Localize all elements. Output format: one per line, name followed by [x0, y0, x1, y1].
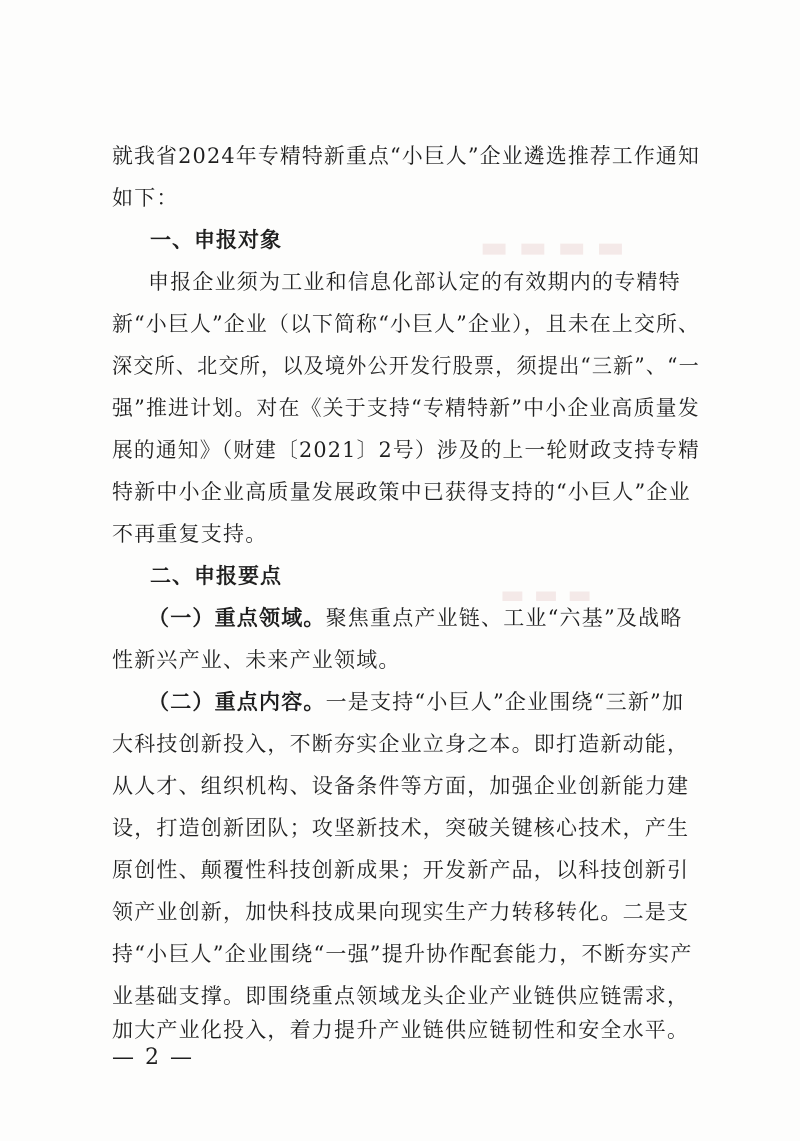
- paragraph-line: 申报企业须为工业和信息化部认定的有效期内的专精特: [148, 270, 681, 294]
- page-number: — 2 —: [112, 1045, 194, 1070]
- paragraph-line: 加大产业化投入，着力提升产业链供应链韧性和安全水平。: [112, 1018, 690, 1042]
- item-2-text: 一是支持“小巨人”企业围绕“三新”加: [325, 690, 685, 714]
- paragraph-line: 强”推进计划。对在《关于支持“专精特新”中小企业高质量发: [112, 396, 700, 420]
- paragraph-line: 不再重复支持。: [112, 522, 268, 546]
- paragraph-line: 持“小巨人”企业围绕“一强”提升协作配套能力，不断夯实产: [112, 942, 693, 966]
- paragraph-line: 新“小巨人”企业（以下简称“小巨人”企业），且未在上交所、: [112, 312, 701, 336]
- paragraph-line: 业基础支撑。即围绕重点领域龙头企业产业链供应链需求，: [112, 984, 690, 1008]
- paragraph-line: 领产业创新，加快科技成果向现实生产力转移转化。二是支: [112, 900, 690, 924]
- section-heading-2: 二、申报要点: [150, 564, 282, 588]
- paragraph-line: 特新中小企业高质量发展政策中已获得支持的“小巨人”企业: [112, 480, 691, 504]
- item-1-label: （一）重点领域。: [148, 606, 326, 630]
- item-1-line: [148, 604, 682, 632]
- bleed-through-mark: ▬ ▬ ▬ ▬: [480, 230, 625, 265]
- item-2-line: [148, 688, 684, 716]
- item-1-text: 聚焦重点产业链、工业“六基”及战略: [325, 606, 683, 630]
- paragraph-line: 从人才、组织机构、设备条件等方面，加强企业创新能力建: [112, 774, 690, 798]
- paragraph-line: 就我省2024年专精特新重点“小巨人”企业遴选推荐工作通知: [112, 144, 700, 168]
- paragraph-line: 展的通知》（财建〔2021〕2号）涉及的上一轮财政支持专精: [112, 438, 700, 462]
- paragraph-line: 大科技创新投入，不断夯实企业立身之本。即打造新动能，: [112, 732, 690, 756]
- item-2-label: （二）重点内容。: [148, 690, 326, 714]
- paragraph-line: 如下：: [112, 186, 179, 210]
- bleed-through-mark: ▬ ▬ ▬: [500, 580, 592, 610]
- paragraph-line: 设，打造创新团队；攻坚新技术，突破关键核心技术，产生: [112, 816, 690, 840]
- paragraph-line: 原创性、颠覆性科技创新成果；开发新产品，以科技创新引: [112, 858, 690, 882]
- paragraph-line: 性新兴产业、未来产业领域。: [112, 648, 401, 672]
- paragraph-line: 深交所、北交所，以及境外公开发行股票，须提出“三新”、“一: [112, 354, 700, 378]
- section-heading-1: 一、申报对象: [150, 228, 282, 252]
